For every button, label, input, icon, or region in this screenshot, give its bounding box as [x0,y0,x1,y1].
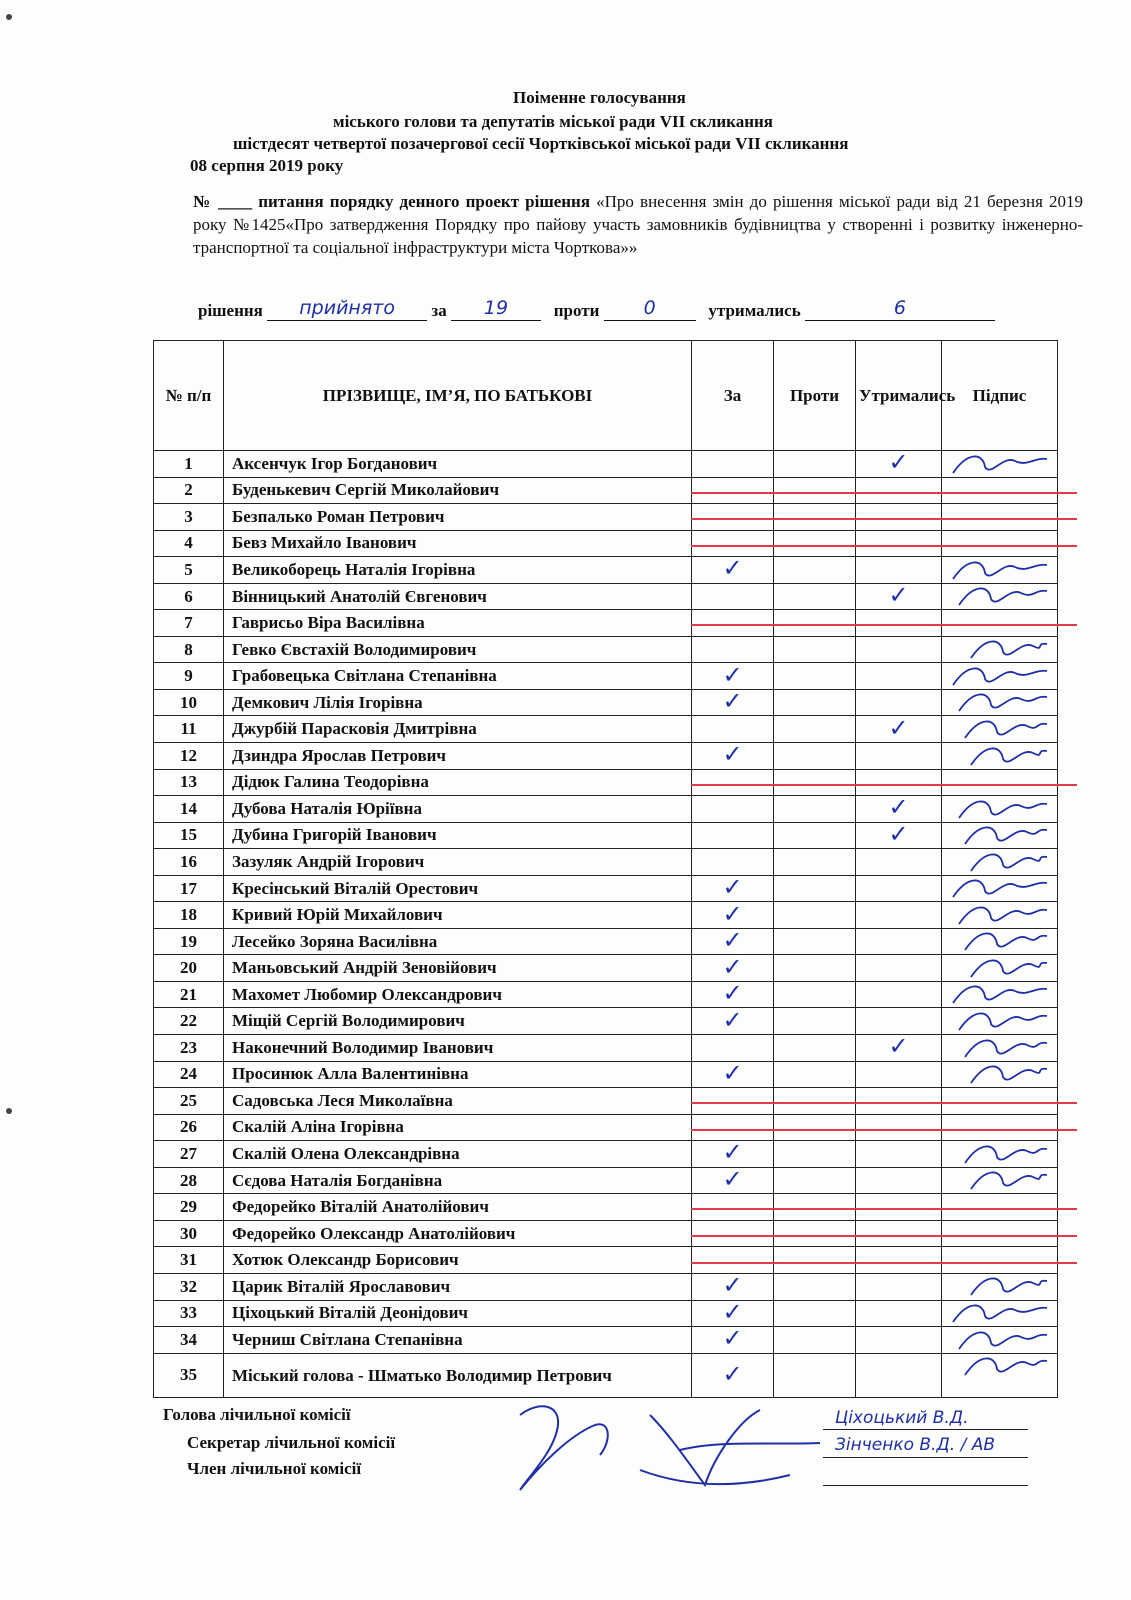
table-row [154,557,1058,584]
checkmark-icon: ✓ [888,713,909,742]
row-number: 5 [154,557,224,584]
row-number: 18 [154,902,224,929]
table-row [154,610,1058,637]
footer-chair-name: Ціхоцький В.Д. [835,1408,969,1428]
member-signature [943,1163,1053,1197]
vote-cell-abstain [856,557,942,584]
against-value: 0 [643,297,656,319]
vote-cell-for [692,1005,774,1035]
absence-strike-line [691,784,1077,786]
row-number: 32 [154,1273,224,1300]
abstain-value: 6 [893,297,906,319]
member-name: Черниш Світлана Степанівна [224,1327,692,1354]
vote-cell-abstain [856,636,942,663]
table-row [154,796,1058,823]
vote-cell-abstain [856,583,942,610]
vote-cell-for [692,660,774,690]
agenda-item: № ____ питання порядку денного проект рішення «Про внесення змін до рішення міської ради від 21 березня 2019 року №1425«Про затвердження Порядку про пайову участь замовників будівництва у створенні і розвитку інженерно-транспортної та соціальної інфраструктури міста Чорткова»» [193,192,1084,257]
vote-cell-abstain [856,610,942,637]
vote-cell-for [692,1220,774,1247]
row-number: 30 [154,1220,224,1247]
vote-cell-against [774,1353,856,1397]
member-name: Грабовецька Світлана Степанівна [224,663,692,690]
vote-cell-against [774,796,856,823]
absence-strike-line [691,545,1077,547]
signature-cell [942,1194,1058,1221]
checkmark-icon: ✓ [722,1359,743,1388]
member-name: Дзиндра Ярослав Петрович [224,743,692,770]
vote-cell-against [774,1141,856,1168]
member-name: Міщій Сергій Володимирович [224,1008,692,1035]
member-name: Маньовський Андрій Зеновійович [224,955,692,982]
chair-name-underline [823,1429,1028,1430]
checkmark-icon: ✓ [888,581,909,609]
vote-cell-for [692,504,774,531]
doc-date: 08 серпня 2019 року [190,156,344,175]
table-row [154,981,1058,1008]
for-field [451,297,541,321]
vote-cell-for [692,1194,774,1221]
vote-cell-for [692,1297,774,1327]
member-name: Дубина Григорій Іванович [224,822,692,849]
vote-cell-for [692,554,774,584]
vote-cell-against [774,1114,856,1141]
table-row [154,663,1058,690]
vote-cell-against [774,1008,856,1035]
vote-cell-abstain [856,1167,942,1194]
member-name: Кресінський Віталій Орестович [224,875,692,902]
table-row [154,1327,1058,1354]
for-label: за [431,301,447,320]
vote-cell-abstain [856,1247,942,1274]
absence-strike-line [691,624,1077,626]
checkmark-icon: ✓ [888,819,909,848]
table-row [154,1194,1058,1221]
signature-cell [942,504,1058,531]
row-number: 34 [154,1327,224,1354]
row-number: 6 [154,583,224,610]
vote-cell-for [692,981,774,1008]
vote-cell-against [774,1088,856,1115]
agenda-number-prefix: № [193,192,212,211]
checkmark-icon: ✓ [722,1138,743,1167]
checkmark-icon: ✓ [722,952,743,981]
member-signature [943,1057,1053,1091]
member-name: Вінницький Анатолій Євгенович [224,583,692,610]
vote-table [153,340,1058,1398]
member-name: Джурбій Парасковія Дмитрівна [224,716,692,743]
vote-cell-for [692,1353,774,1397]
abstain-label: утримались [708,301,801,320]
vote-cell-for [692,1273,774,1300]
absence-strike-line [691,518,1077,520]
row-number: 17 [154,875,224,902]
vote-cell-abstain [856,477,942,504]
member-name: Дідюк Галина Теодорівна [224,769,692,796]
table-row [154,1300,1058,1327]
member-name: Зазуляк Андрій Ігорович [224,849,692,876]
vote-cell-abstain [856,1088,942,1115]
table-row [154,1008,1058,1035]
vote-cell-against [774,875,856,902]
table-row [154,902,1058,929]
vote-cell-for [692,689,774,716]
checkmark-icon: ✓ [722,1165,743,1194]
vote-cell-for [692,875,774,902]
vote-cell-abstain [856,955,942,982]
row-number: 1 [154,451,224,478]
abstain-field [805,297,995,321]
scan-speck [6,14,12,20]
vote-cell-against [774,1035,856,1062]
decision-summary [198,297,995,321]
col-header-signature: Підпис [942,341,1058,451]
vote-cell-for [692,769,774,796]
checkmark-icon: ✓ [722,687,743,716]
vote-cell-against [774,530,856,557]
member-name: Гаврисьо Віра Василівна [224,610,692,637]
member-name: Дубова Наталія Юріївна [224,796,692,823]
footer-secretary-name: Зінченко В.Д. / АВ [835,1435,996,1455]
vote-cell-abstain [856,1220,942,1247]
member-name: Садовська Леся Миколаївна [224,1088,692,1115]
member-name: Лесейко Зоряна Василівна [224,928,692,955]
table-row [154,822,1058,849]
checkmark-icon: ✓ [722,899,743,928]
vote-cell-against [774,636,856,663]
vote-cell-against [774,743,856,770]
vote-cell-for [692,952,774,982]
member-name: Просинюк Алла Валентинівна [224,1061,692,1088]
checkmark-icon: ✓ [888,1032,909,1061]
member-name: Гевко Євстахій Володимирович [224,636,692,663]
vote-cell-against [774,451,856,478]
vote-cell-against [774,477,856,504]
member-name: Наконечний Володимир Іванович [224,1035,692,1062]
row-number: 24 [154,1061,224,1088]
vote-cell-against [774,504,856,531]
vote-cell-for [692,1114,774,1141]
member-name-underline [823,1485,1028,1486]
col-header-number: № п/п [154,341,224,451]
vote-cell-for [692,1167,774,1194]
member-signature [943,579,1053,613]
member-name: Ціхоцький Віталій Деонідович [224,1300,692,1327]
vote-cell-against [774,1300,856,1327]
row-number: 11 [154,716,224,743]
footer-member-label: Член лічильної комісії [187,1459,362,1478]
col-header-abstain: Утримались [856,341,942,451]
vote-cell-abstain [856,875,942,902]
vote-cell-abstain [856,1300,942,1327]
table-row [154,769,1058,796]
table-header-row [154,341,1058,451]
vote-cell-abstain [856,689,942,716]
row-number: 8 [154,636,224,663]
vote-cell-for [692,610,774,637]
vote-cell-abstain [856,1061,942,1088]
checkmark-icon: ✓ [722,660,743,689]
checkmark-icon: ✓ [888,793,909,822]
absence-strike-line [691,1235,1077,1237]
vote-cell-for [692,849,774,876]
row-number: 3 [154,504,224,531]
vote-cell-against [774,1273,856,1300]
signature-cell [942,1088,1058,1115]
member-name: Федорейко Віталій Анатолійович [224,1194,692,1221]
secretary-name-underline [823,1457,1028,1458]
absence-strike-line [691,1262,1077,1264]
checkmark-icon: ✓ [722,1297,743,1326]
row-number: 4 [154,530,224,557]
vote-cell-against [774,1194,856,1221]
table-row [154,1273,1058,1300]
vote-cell-for [692,1088,774,1115]
doc-subtitle-council: міського голови та депутатів міської ради VII скликання [333,112,773,131]
row-number: 12 [154,743,224,770]
member-name: Безпалько Роман Петрович [224,504,692,531]
doc-title: Поіменне голосування [513,88,686,107]
footer-secretary-label: Секретар лічильної комісії [187,1433,396,1452]
row-number: 9 [154,663,224,690]
row-number: 7 [154,610,224,637]
decision-field [267,297,427,321]
checkmark-icon: ✓ [722,554,743,583]
vote-cell-against [774,1247,856,1274]
vote-cell-for [692,822,774,849]
vote-cell-for [692,451,774,478]
decision-value: прийнято [299,297,395,319]
vote-cell-against [774,1327,856,1354]
table-row [154,1061,1058,1088]
checkmark-icon: ✓ [722,926,743,955]
row-number: 20 [154,955,224,982]
vote-cell-against [774,822,856,849]
vote-cell-against [774,769,856,796]
vote-cell-for [692,477,774,504]
signature-cell [942,1220,1058,1247]
col-header-against: Проти [774,341,856,451]
vote-cell-for [692,636,774,663]
vote-cell-against [774,981,856,1008]
vote-cell-against [774,902,856,929]
vote-cell-for [692,740,774,770]
checkmark-icon: ✓ [722,873,743,902]
row-number: 35 [154,1353,224,1397]
vote-cell-against [774,928,856,955]
table-row [154,477,1058,504]
row-number: 33 [154,1300,224,1327]
table-row [154,1220,1058,1247]
table-row [154,583,1058,610]
row-number: 31 [154,1247,224,1274]
absence-strike-line [691,1102,1077,1104]
member-name: Буденькевич Сергій Миколайович [224,477,692,504]
table-row [154,1247,1058,1274]
footer-chair-label: Голова лічильної комісії [163,1405,351,1424]
row-number: 29 [154,1194,224,1221]
vote-cell-abstain [856,530,942,557]
row-number: 23 [154,1035,224,1062]
vote-cell-abstain [856,504,942,531]
vote-cell-against [774,849,856,876]
member-name: Міський голова - Шматько Володимир Петрович [224,1353,692,1397]
member-name: Скалій Аліна Ігорівна [224,1114,692,1141]
row-number: 22 [154,1008,224,1035]
vote-cell-abstain [856,849,942,876]
table-row [154,1035,1058,1062]
vote-cell-against [774,689,856,716]
vote-cell-for [692,899,774,929]
member-name: Сєдова Наталія Богданівна [224,1167,692,1194]
table-row [154,716,1058,743]
row-number: 10 [154,689,224,716]
col-header-name: ПРІЗВИЩЕ, ІМ’Я, ПО БАТЬКОВІ [224,341,692,451]
row-number: 2 [154,477,224,504]
vote-cell-against [774,610,856,637]
vote-cell-against [774,1220,856,1247]
vote-cell-abstain [856,1353,942,1397]
vote-cell-for [692,530,774,557]
vote-cell-abstain [856,793,942,823]
member-name: Скалій Олена Олександрівна [224,1141,692,1168]
signature-cell [942,477,1058,504]
vote-cell-abstain [856,902,942,929]
table-row [154,530,1058,557]
checkmark-icon: ✓ [722,979,743,1008]
for-value: 19 [483,297,509,319]
member-name: Федорейко Олександр Анатолійович [224,1220,692,1247]
vote-cell-abstain [856,1008,942,1035]
table-row [154,743,1058,770]
commission-signatures [500,1395,830,1505]
member-name: Бевз Михайло Іванович [224,530,692,557]
member-name: Кривий Юрій Михайлович [224,902,692,929]
vote-cell-abstain [856,928,942,955]
table-row [154,451,1058,478]
vote-cell-abstain [856,1114,942,1141]
checkmark-icon: ✓ [722,1324,743,1353]
checkmark-icon: ✓ [722,1058,743,1087]
vote-cell-abstain [856,743,942,770]
vote-cell-against [774,663,856,690]
member-name: Хотюк Олександр Борисович [224,1247,692,1274]
vote-cell-abstain [856,1194,942,1221]
vote-cell-for [692,1058,774,1088]
table-row [154,849,1058,876]
vote-cell-for [692,1138,774,1168]
vote-cell-for [692,583,774,610]
table-row [154,1114,1058,1141]
vote-cell-against [774,1167,856,1194]
member-signature [943,739,1053,773]
vote-cell-abstain [856,1273,942,1300]
vote-cell-for [692,796,774,823]
checkmark-icon: ✓ [722,1005,743,1034]
agenda-bold-text: питання порядку денного проект рішення [258,192,591,211]
member-name: Махомет Любомир Олександрович [224,981,692,1008]
row-number: 28 [154,1167,224,1194]
vote-cell-abstain [856,769,942,796]
table-row [154,1353,1058,1397]
vote-cell-for [692,1324,774,1354]
scan-speck [6,1108,12,1114]
absence-strike-line [691,1208,1077,1210]
table-row [154,928,1058,955]
vote-cell-abstain [856,663,942,690]
absence-strike-line [691,1129,1077,1131]
table-row [154,504,1058,531]
member-name: Аксенчук Ігор Богданович [224,451,692,478]
row-number: 25 [154,1088,224,1115]
absence-strike-line [691,492,1077,494]
row-number: 16 [154,849,224,876]
vote-cell-abstain [856,448,942,478]
checkmark-icon: ✓ [722,740,743,769]
vote-cell-abstain [856,1141,942,1168]
row-number: 21 [154,981,224,1008]
col-header-for: За [692,341,774,451]
table-row [154,689,1058,716]
row-number: 26 [154,1114,224,1141]
vote-cell-against [774,1061,856,1088]
table-row [154,636,1058,663]
vote-cell-against [774,557,856,584]
vote-cell-for [692,716,774,743]
vote-cell-against [774,955,856,982]
vote-cell-abstain [856,713,942,743]
member-name: Великоборець Наталія Ігорівна [224,557,692,584]
vote-cell-against [774,716,856,743]
against-field [604,297,696,321]
vote-cell-for [692,1035,774,1062]
row-number: 14 [154,796,224,823]
decision-label: рішення [198,301,263,320]
member-signature [943,447,1053,481]
checkmark-icon: ✓ [888,448,909,477]
vote-cell-abstain [856,1327,942,1354]
vote-cell-abstain [856,819,942,849]
checkmark-icon: ✓ [722,1271,743,1300]
table-row [154,955,1058,982]
vote-cell-abstain [856,1032,942,1062]
member-name: Демкович Лілія Ігорівна [224,689,692,716]
table-row [154,1141,1058,1168]
against-label: проти [553,301,600,320]
doc-subtitle-session: шістдесят четвертої позачергової сесії Чортківської міської ради VII скликання [233,134,849,153]
member-signature [943,1349,1053,1383]
row-number: 13 [154,769,224,796]
row-number: 19 [154,928,224,955]
vote-cell-for [692,1247,774,1274]
vote-cell-abstain [856,981,942,1008]
member-name: Царик Віталій Ярославович [224,1273,692,1300]
table-row [154,1167,1058,1194]
table-row [154,875,1058,902]
vote-cell-for [692,928,774,955]
row-number: 27 [154,1141,224,1168]
row-number: 15 [154,822,224,849]
agenda-text: «Про внесення змін до рішення міської ради від 21 березня 2019 року №1425«Про затвердження Порядку про пайову участь замовників будівництва у створенні і розвитку інженерно-транспортної та соціальної інфраструктури міста Чорткова»» [193,192,1084,257]
vote-cell-against [774,583,856,610]
table-row [154,1088,1058,1115]
